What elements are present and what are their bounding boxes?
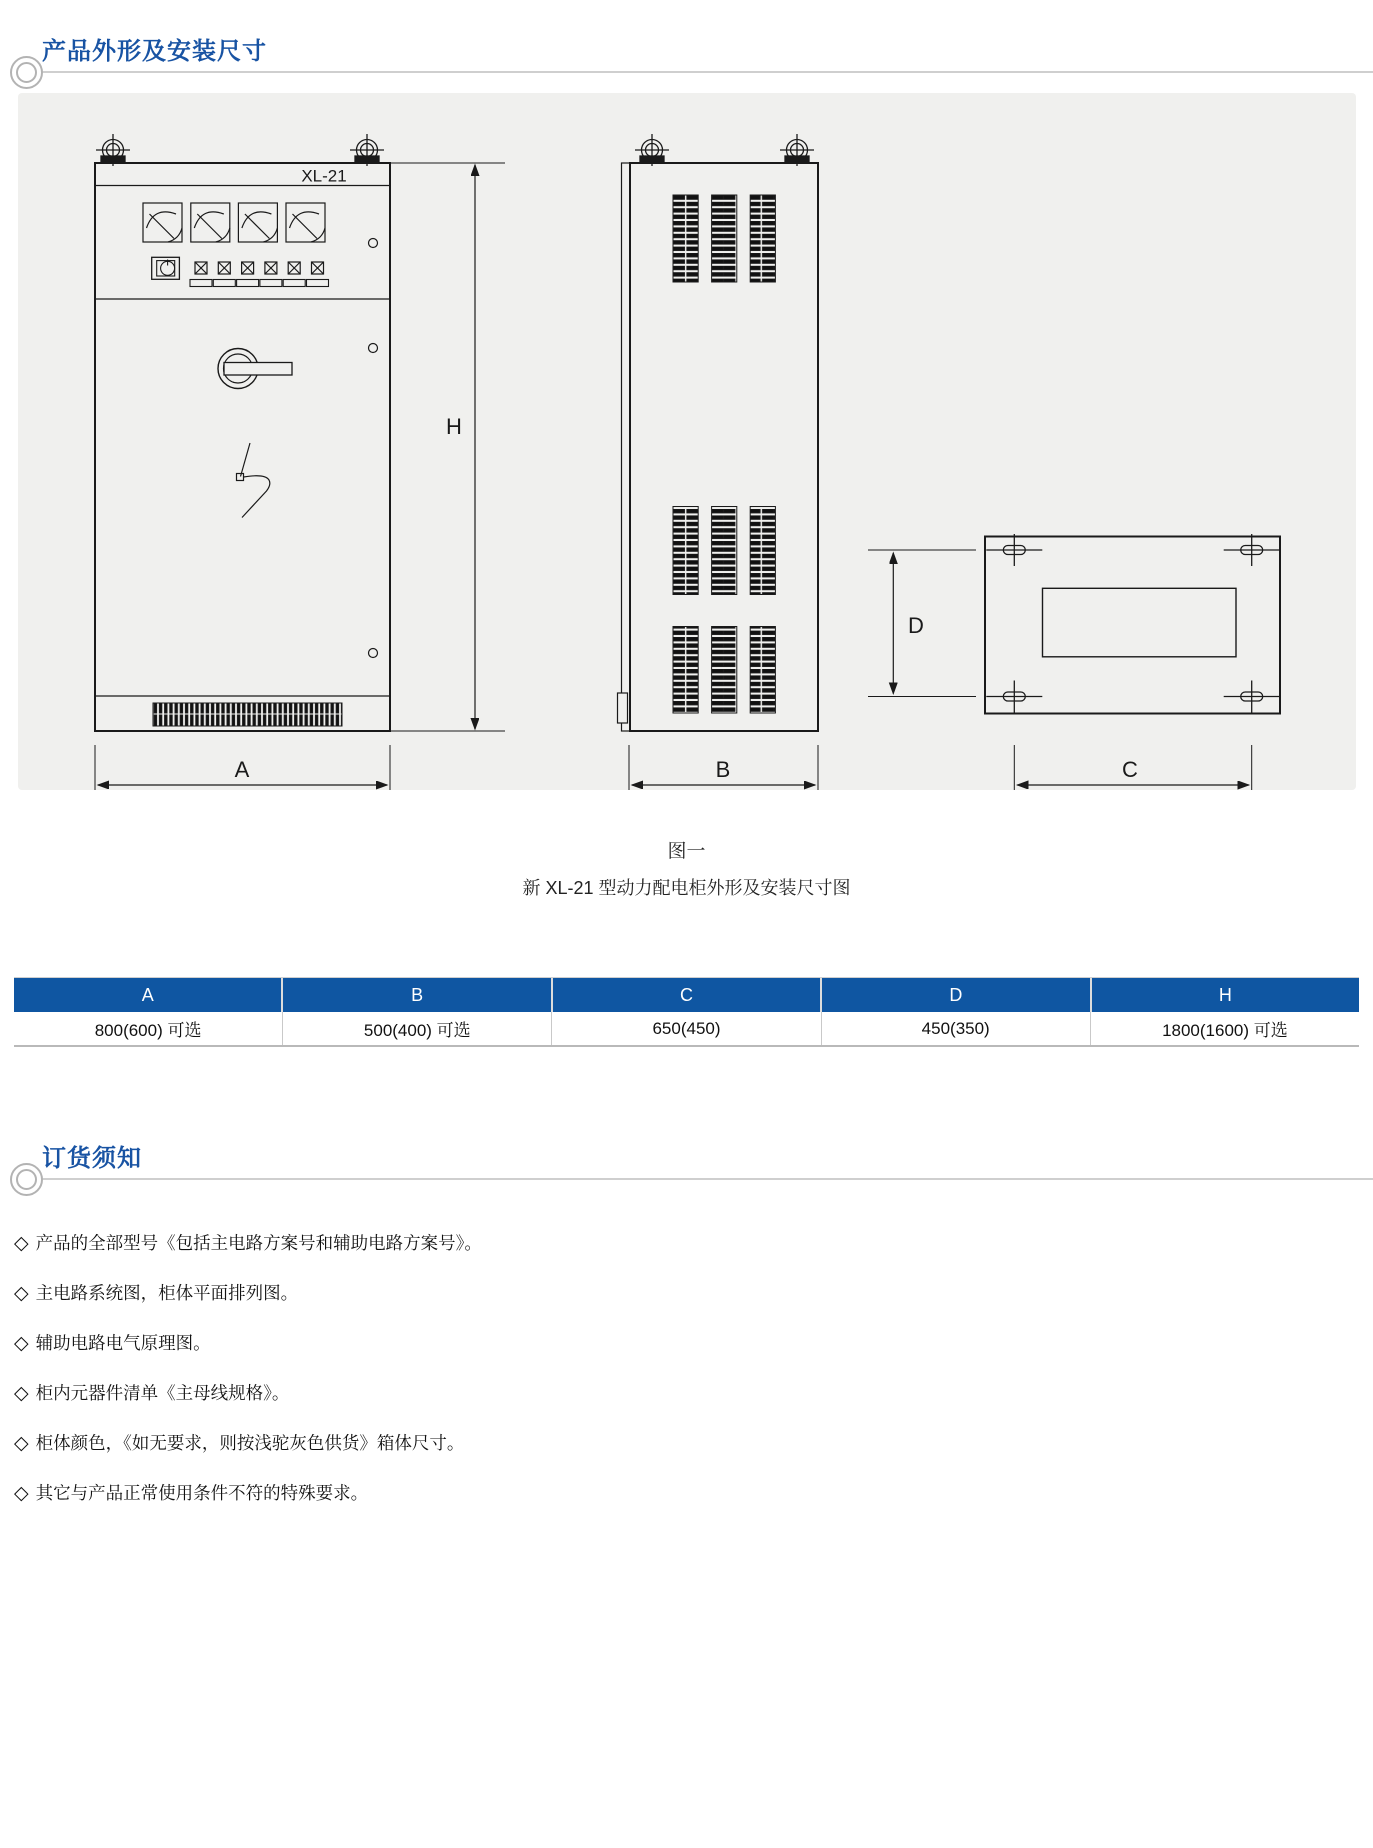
section-bullet-inner-circle (16, 62, 37, 83)
table-value-C: 650(450) (552, 1012, 821, 1045)
analog-meter-icon (191, 203, 230, 242)
front-view (95, 134, 390, 731)
list-item (14, 1333, 482, 1354)
louver-group (750, 627, 775, 714)
indicator-lamp-icon (218, 262, 230, 274)
analog-meter-icon (238, 203, 277, 242)
note-text: 柜内元器件清单《主母线规格》。 (35, 1383, 290, 1403)
indicator-lamp-icon (312, 262, 324, 274)
list-item (14, 1233, 482, 1254)
mounting-slot-icon (1224, 681, 1280, 713)
mounting-plan-view (985, 534, 1280, 714)
vent-grille (153, 703, 342, 726)
table-header-C: C (553, 978, 822, 1012)
door-edge (622, 163, 631, 731)
figure-panel (18, 93, 1356, 790)
section-title-dimensions: 产品外形及安装尺寸 (42, 38, 267, 65)
mounting-slot-icon (986, 681, 1042, 713)
table-value-D: 450(350) (822, 1012, 1091, 1045)
section-bullet-icon (10, 1163, 43, 1196)
diamond-bullet-icon: ◇ (14, 1283, 29, 1304)
dimension-D (868, 550, 976, 697)
lifting-eyebolt-icon (96, 134, 130, 166)
analog-meter-icon (286, 203, 325, 242)
lifting-eyebolt-icon (635, 134, 669, 166)
side-view (618, 134, 819, 731)
table-header-row (14, 978, 1359, 1012)
mounting-slot-icon (1224, 534, 1280, 566)
section-title-ordering: 订货须知 (42, 1145, 142, 1172)
dimension-C (1014, 745, 1251, 790)
list-item (14, 1383, 482, 1404)
table-value-row (14, 1012, 1359, 1047)
diamond-bullet-icon: ◇ (14, 1333, 29, 1354)
list-item (14, 1283, 482, 1304)
dimension-label-A: A (234, 757, 250, 782)
lifting-eyebolt-icon (350, 134, 384, 166)
table-value-B: 500(400) 可选 (283, 1012, 552, 1045)
louver-group (673, 195, 698, 282)
indicator-lamp-icon (242, 262, 254, 274)
list-item (14, 1433, 482, 1454)
diamond-bullet-icon: ◇ (14, 1233, 29, 1254)
diamond-bullet-icon: ◇ (14, 1433, 29, 1454)
cable-entry-opening (1043, 588, 1237, 657)
analog-meter-icon (143, 203, 182, 242)
section-bullet-inner-circle (16, 1169, 37, 1190)
louver-group (712, 195, 737, 282)
table-value-A: 800(600) 可选 (14, 1012, 283, 1045)
list-item (14, 1483, 482, 1504)
section-rule (36, 1178, 1373, 1180)
louver-group (750, 507, 775, 595)
dimension-label-H: H (446, 414, 462, 439)
door-screw-icon (369, 239, 378, 248)
door-screw-icon (369, 649, 378, 658)
ordering-notes-list (14, 1233, 482, 1533)
table-header-H: H (1218, 984, 1232, 1005)
rotary-handle-icon (218, 349, 292, 389)
louver-group (712, 627, 737, 714)
dimension-label-D: D (908, 613, 924, 638)
louver-group (673, 507, 698, 595)
hinge-detail (618, 693, 628, 723)
dimension-drawing (18, 93, 1356, 790)
dimension-A (95, 745, 390, 790)
table-value-H: 1800(1600) 可选 (1162, 1021, 1288, 1040)
table-header-B: B (283, 978, 552, 1012)
dimension-table (14, 977, 1359, 1047)
louver-group (750, 195, 775, 282)
note-text: 柜体颜色，《如无要求，则按浅驼灰色供货》箱体尺寸。 (35, 1433, 465, 1453)
door-screw-icon (369, 344, 378, 353)
cabinet-model-label: XL-21 (301, 166, 347, 186)
dimension-B (629, 745, 818, 790)
indicator-lamp-icon (288, 262, 300, 274)
diamond-bullet-icon: ◇ (14, 1483, 29, 1504)
diamond-bullet-icon: ◇ (14, 1383, 29, 1404)
cabinet-outline (95, 163, 390, 731)
mounting-slot-icon (986, 534, 1042, 566)
dimension-label-B: B (715, 757, 731, 782)
table-header-D: D (822, 978, 1091, 1012)
key-switch-icon (152, 257, 180, 279)
note-text: 其它与产品正常使用条件不符的特殊要求。 (35, 1483, 369, 1503)
note-text: 主电路系统图，柜体平面排列图。 (35, 1283, 299, 1303)
louver-group (673, 627, 698, 714)
dimension-H (390, 163, 505, 731)
dimension-label-C: C (1122, 757, 1138, 782)
section-rule (36, 71, 1373, 73)
louver-group (712, 507, 737, 595)
note-text: 产品的全部型号《包括主电路方案号和辅助电路方案号》。 (35, 1233, 482, 1253)
indicator-lamp-icon (195, 262, 207, 274)
section-bullet-icon (10, 56, 43, 89)
indicator-lamp-icon (265, 262, 277, 274)
note-text: 辅助电路电气原理图。 (35, 1333, 211, 1353)
figure-caption-subtitle: 新 XL-21 型动力配电柜外形及安装尺寸图 (522, 878, 851, 898)
table-header-A: A (14, 978, 283, 1012)
lifting-eyebolt-icon (780, 134, 814, 166)
figure-caption-title: 图一 (667, 841, 706, 862)
lightning-icon (237, 443, 270, 518)
